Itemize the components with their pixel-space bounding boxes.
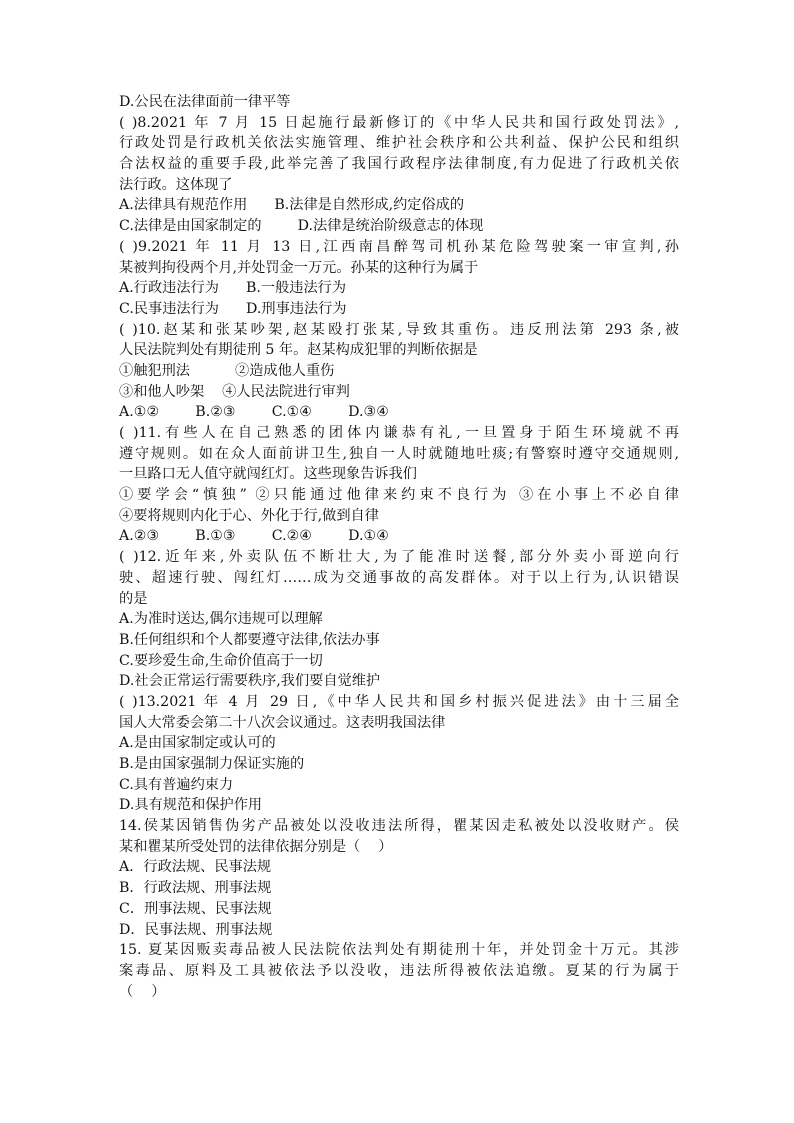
text-line: D.公民在法律面前一律平等 bbox=[119, 94, 291, 110]
option-line: ③和他人吵架 ④人民法院进行审判 bbox=[119, 383, 350, 400]
option-line: C.民事违法行为 D.刑事违法行为 bbox=[119, 300, 347, 317]
option-line: D.社会正常运行需要秩序,我们要自觉维护 bbox=[119, 673, 381, 690]
text-line: 人民法院判处有期徒刑 5 年。赵某构成犯罪的判断依据是 bbox=[119, 342, 478, 359]
option-line: ①要学会“慎独” ②只能通过他律来约束不良行为 ③在小事上不必自律 bbox=[119, 487, 679, 504]
text-line: 合法权益的重要手段,此举完善了我国行政程序法律制度,有力促进了行政机关依 bbox=[119, 156, 679, 173]
text-line: （ ） bbox=[119, 983, 166, 1000]
text-line: 案毒品、原料及工具被依法予以没收，违法所得被依法追缴。夏某的行为属于 bbox=[119, 962, 679, 979]
option-line: A.法律具有规范作用 B.法律是自然形成,约定俗成的 bbox=[119, 197, 465, 214]
option-line: B．行政法规、刑事法规 bbox=[119, 880, 272, 897]
text-line: ( )9.2021 年 11 月 13 日,江西南昌醉驾司机孙某危险驾驶案一审宣判,孙 bbox=[119, 238, 679, 255]
option-line: A.行政违法行为 B.一般违法行为 bbox=[119, 280, 347, 297]
option-line: A．行政法规、民事法规 bbox=[119, 859, 272, 876]
option-line: A.①② B.②③ C.①④ D.③④ bbox=[119, 404, 389, 421]
text-line: 驶、超速行驶、闯红灯……成为交通事故的高发群体。对于以上行为,认识错误 bbox=[119, 569, 679, 586]
option-line: B.是由国家强制力保证实施的 bbox=[119, 756, 305, 772]
text-line: 行政处罚是行政机关依法实施管理、维护社会秩序和公共利益、保护公民和组织 bbox=[119, 135, 679, 152]
text-line: ( )11.有些人在自己熟悉的团体内谦恭有礼,一旦置身于陌生环境就不再 bbox=[119, 425, 679, 441]
text-line: 一旦路口无人值守就闯红灯。这些现象告诉我们 bbox=[119, 466, 417, 483]
option-line: C．刑事法规、民事法规 bbox=[119, 900, 272, 917]
text-line: 15. 夏某因贩卖毒品被人民法院依法判处有期徒刑十年，并处罚金十万元。其涉 bbox=[119, 942, 679, 959]
text-line: 法行政。这体现了 bbox=[119, 176, 233, 193]
text-line: 某被判拘役两个月,并处罚金一万元。孙某的这种行为属于 bbox=[119, 259, 479, 276]
option-line: A.是由国家制定或认可的 bbox=[119, 735, 276, 752]
option-line: C.要珍爱生命,生命价值高于一切 bbox=[119, 652, 323, 669]
option-line: C.具有普遍约束力 bbox=[119, 776, 234, 793]
text-line: ( )13.2021 年 4 月 29 日,《中华人民共和国乡村振兴促进法》由十三届全 bbox=[119, 693, 679, 710]
option-line: ①触犯刑法 ②造成他人重伤 bbox=[119, 362, 335, 379]
text-line: 某和瞿某所受处罚的法律依据分别是（ ） bbox=[119, 838, 393, 855]
option-line: D.具有规范和保护作用 bbox=[119, 797, 263, 814]
text-line: ( )8.2021 年 7 月 15 日起施行最新修订的《中华人民共和国行政处罚法》, bbox=[119, 114, 679, 131]
text-line: ( )10.赵某和张某吵架,赵某殴打张某,导致其重伤。违反刑法第 293 条,被 bbox=[119, 321, 679, 338]
option-line: ④要将规则内化于心、外化于行,做到自律 bbox=[119, 507, 379, 524]
option-line: C.法律是由国家制定的 D.法律是统治阶级意志的体现 bbox=[119, 218, 484, 235]
text-line: 的是 bbox=[119, 590, 148, 607]
option-line: D．民事法规、刑事法规 bbox=[119, 921, 273, 938]
text-line: 国人大常委会第二十八次会议通过。这表明我国法律 bbox=[119, 714, 446, 731]
document-page bbox=[119, 92, 679, 1002]
text-line: 14.侯某因销售伪劣产品被处以没收违法所得，瞿某因走私被处以没收财产。侯 bbox=[119, 818, 679, 835]
text-line: ( )12.近年来,外卖队伍不断壮大,为了能准时送餐,部分外卖小哥逆向行 bbox=[119, 549, 679, 566]
option-line: B.任何组织和个人都要遵守法律,依法办事 bbox=[119, 631, 380, 648]
text-line: 遵守规则。如在众人面前讲卫生,独自一人时就随地吐痰;有警察时遵守交通规则, bbox=[119, 445, 679, 462]
option-line: A.为准时送达,偶尔违规可以理解 bbox=[119, 611, 323, 628]
option-line: A.②③ B.①③ C.②④ D.①④ bbox=[119, 528, 389, 545]
